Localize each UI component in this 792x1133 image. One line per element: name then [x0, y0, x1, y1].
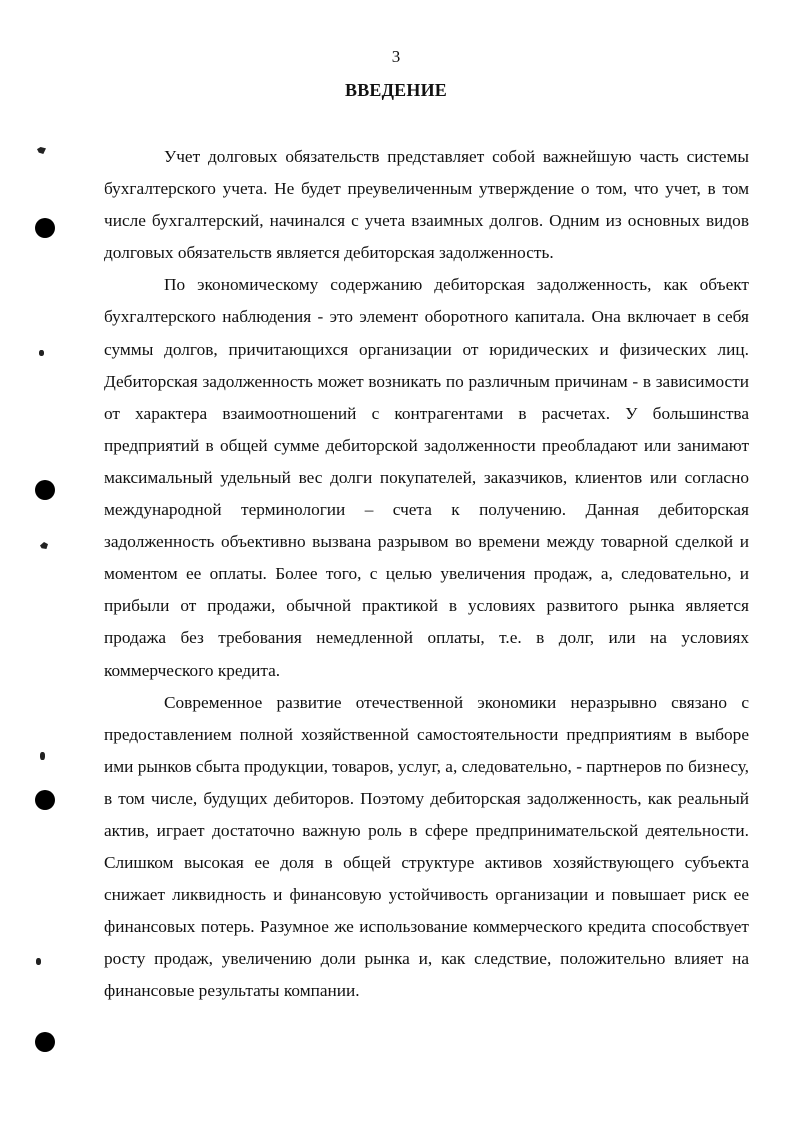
paragraph-2: По экономическому содержанию дебиторская задолженность, как объект бухгалтерского наблюдения - это элемент оборотного капитала. Она включает в себя суммы долгов, причитающихся организации от юридических и физических лиц. Дебиторская задолженность может возникать по различным причинам - в зависимости от характера взаимоотношений с контрагентами в расчетах. У большинства предприятий в общей сумме дебиторской задолженности преобладают или занимают максимальный удельный вес долги покупателей, заказчиков, клиентов или согласно международной терминологии – счета к получению. Данная дебиторская задолженность объективно вызвана разрывом во времени между товарной сделкой и моментом ее оплаты. Более того, с целью увеличения продаж, а, следовательно, и прибыли от продажи, обычной практикой в условиях развитого рынка является продажа без требования немедленной оплаты, т.е. в долг, или на условиях коммерческого кредита. [104, 275, 749, 680]
page-title: ВВЕДЕНИЕ [344, 80, 447, 100]
scan-speck [39, 350, 44, 356]
binding-hole [35, 790, 55, 810]
scan-speck [40, 542, 48, 549]
scan-speck [36, 958, 41, 965]
page-number: 3 [391, 47, 401, 66]
paragraph-3: Современное развитие отечественной экономики неразрывно связано с предоставлением полной хозяйственной самостоятельности предприятиям в выборе ими рынков сбыта продукции, товаров, услуг, а, следовательно, - партнеров по бизнесу, в том числе, будущих дебиторов. Поэтому дебиторская задолженность, как реальный актив, играет достаточно важную роль в сфере предпринимательской деятельности. Слишком высокая ее доля в общей структуре активов хозяйствующего субъекта снижает ликвидность и финансовую устойчивость организации и повышает риск ее финансовых потерь. Разумное же использование коммерческого кредита способствует росту продаж, увеличению доли рынка и, как следствие, положительно влияет на финансовые результаты компании. [104, 692, 749, 1001]
binding-hole [35, 480, 55, 500]
scan-speck [40, 752, 45, 760]
scan-speck [37, 147, 46, 154]
paragraph-1: Учет долговых обязательств представляет собой важнейшую часть системы бухгалтерского учета. Не будет преувеличенным утверждение о том, что учет, в том числе бухгалтерский, начинался с учета взаимных долгов. Одним из основных видов долговых обязательств является дебиторская задолженность. [104, 147, 749, 263]
binding-hole [35, 218, 55, 238]
binding-hole [35, 1032, 55, 1052]
body-text [104, 141, 749, 1008]
